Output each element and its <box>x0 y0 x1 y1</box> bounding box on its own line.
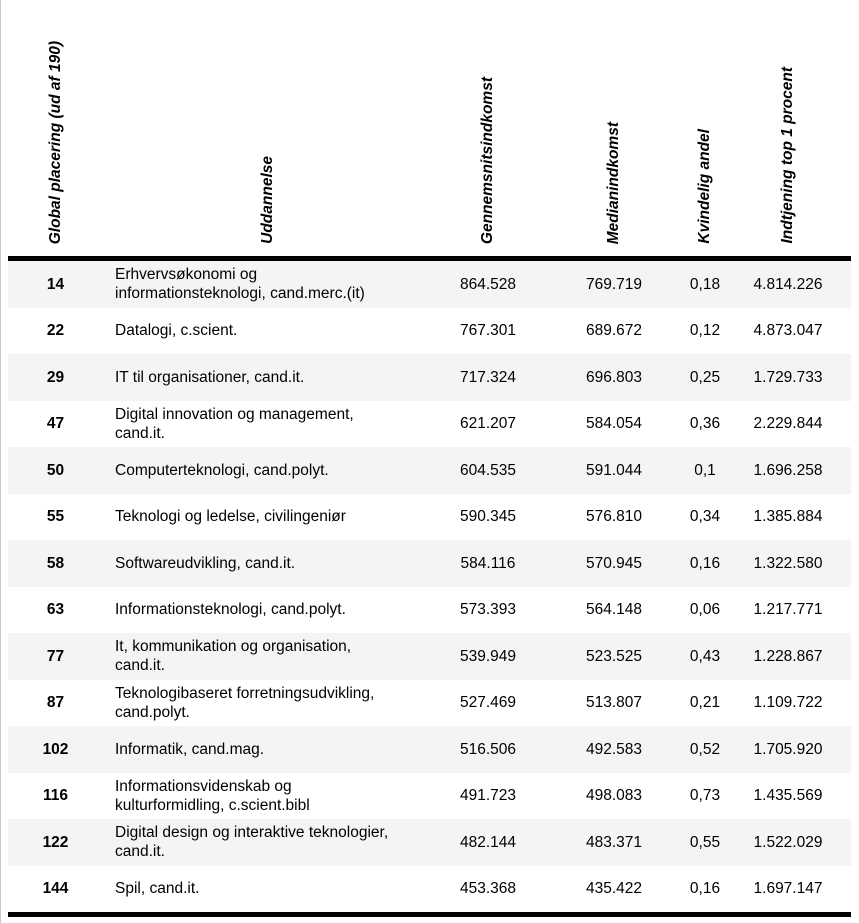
cell-uddannelse <box>103 321 433 340</box>
uddannelse-text: Teknologi og ledelse, civilingeniør <box>115 508 346 526</box>
uddannelse-text: IT til organisationer, cand.it. <box>115 368 305 386</box>
table-row <box>8 354 851 401</box>
cell-kvindelig_andel: 0,73 <box>689 787 721 805</box>
cell-rank: 77 <box>46 647 65 665</box>
cell-rank: 22 <box>46 322 65 340</box>
cell-gennemsnitsindkomst: 527.469 <box>459 694 517 712</box>
table-row <box>8 633 851 680</box>
table-header-row <box>8 0 851 261</box>
cell-gennemsnitsindkomst: 864.528 <box>459 275 517 293</box>
cell-kvindelig_andel: 0,36 <box>689 415 721 433</box>
uddannelse-text: Erhvervsøkonomi og informationsteknologi, cand.merc.(it) <box>115 266 365 303</box>
cell-kvindelig_andel: 0,25 <box>689 368 721 386</box>
cell-gennemsnitsindkomst: 717.324 <box>459 368 517 386</box>
indtjening_top1-header-label: Indtjening top 1 procent <box>779 67 796 244</box>
cell-gennemsnitsindkomst: 604.535 <box>459 461 517 479</box>
table-body <box>8 261 851 917</box>
cell-gennemsnitsindkomst: 453.368 <box>459 880 517 898</box>
cell-uddannelse <box>103 368 433 387</box>
column-header-rank <box>8 0 103 256</box>
column-header-gennemsnitsindkomst <box>433 0 543 256</box>
cell-kvindelig_andel: 0,18 <box>689 275 721 293</box>
cell-kvindelig_andel: 0,55 <box>689 833 721 851</box>
rankings-table <box>8 0 851 917</box>
cell-rank: 29 <box>46 368 65 386</box>
table-row <box>8 680 851 727</box>
cell-gennemsnitsindkomst: 482.144 <box>459 833 517 851</box>
cell-medianindkomst: 576.810 <box>585 508 643 526</box>
cell-kvindelig_andel: 0,34 <box>689 508 721 526</box>
cell-gennemsnitsindkomst: 590.345 <box>459 508 517 526</box>
cell-rank: 144 <box>42 880 69 898</box>
cell-uddannelse <box>103 405 433 443</box>
cell-uddannelse <box>103 684 433 722</box>
cell-rank: 47 <box>46 415 65 433</box>
cell-rank: 122 <box>42 833 69 851</box>
cell-medianindkomst: 564.148 <box>585 601 643 619</box>
table-row <box>8 401 851 448</box>
cell-gennemsnitsindkomst: 621.207 <box>459 415 517 433</box>
cell-gennemsnitsindkomst: 491.723 <box>459 787 517 805</box>
uddannelse-text: Softwareudvikling, cand.it. <box>115 554 296 572</box>
page-edge-line <box>0 0 1 923</box>
cell-gennemsnitsindkomst: 584.116 <box>460 554 516 572</box>
cell-indtjening_top1: 2.229.844 <box>753 415 823 433</box>
cell-medianindkomst: 591.044 <box>585 461 643 479</box>
uddannelse-text: Computerteknologi, cand.polyt. <box>115 461 329 479</box>
column-header-indtjening_top1 <box>725 0 851 256</box>
cell-uddannelse <box>103 554 433 573</box>
uddannelse-text: Informationsteknologi, cand.polyt. <box>115 601 346 619</box>
cell-kvindelig_andel: 0,16 <box>689 554 721 572</box>
cell-rank: 116 <box>42 787 68 805</box>
cell-medianindkomst: 498.083 <box>585 787 643 805</box>
cell-indtjening_top1: 1.228.867 <box>753 647 823 665</box>
cell-rank: 14 <box>46 275 65 293</box>
table-row <box>8 261 851 308</box>
cell-indtjening_top1: 4.814.226 <box>753 275 823 293</box>
cell-uddannelse <box>103 823 433 861</box>
column-header-uddannelse <box>103 0 433 256</box>
cell-rank: 55 <box>46 508 65 526</box>
cell-rank: 50 <box>46 461 65 479</box>
cell-kvindelig_andel: 0,06 <box>689 601 721 619</box>
cell-indtjening_top1: 1.385.884 <box>753 508 823 526</box>
table-row <box>8 587 851 634</box>
table-row <box>8 726 851 773</box>
cell-kvindelig_andel: 0,43 <box>689 647 721 665</box>
cell-medianindkomst: 769.719 <box>585 275 643 293</box>
cell-uddannelse <box>103 265 433 303</box>
table-row <box>8 773 851 820</box>
column-header-kvindelig_andel <box>685 0 725 256</box>
cell-indtjening_top1: 1.322.580 <box>753 554 823 572</box>
uddannelse-text: Datalogi, c.scient. <box>115 322 238 340</box>
cell-kvindelig_andel: 0,12 <box>689 322 721 340</box>
cell-kvindelig_andel: 0,21 <box>689 694 721 712</box>
uddannelse-text: Spil, cand.it. <box>115 880 200 898</box>
cell-medianindkomst: 492.583 <box>585 740 643 758</box>
cell-medianindkomst: 689.672 <box>585 322 643 340</box>
cell-kvindelig_andel: 0,52 <box>689 740 721 758</box>
cell-indtjening_top1: 1.435.569 <box>753 787 823 805</box>
cell-rank: 87 <box>46 694 65 712</box>
cell-medianindkomst: 523.525 <box>585 647 643 665</box>
table-row <box>8 819 851 866</box>
cell-uddannelse <box>103 879 433 898</box>
cell-rank: 102 <box>42 740 69 758</box>
cell-kvindelig_andel: 0,1 <box>694 461 716 479</box>
uddannelse-text: Teknologibaseret forretningsudvikling, cand.polyt. <box>115 684 375 721</box>
cell-uddannelse <box>103 637 433 675</box>
cell-indtjening_top1: 1.696.258 <box>753 461 823 479</box>
cell-medianindkomst: 570.945 <box>585 554 643 572</box>
rank-header-label: Global placering (ud af 190) <box>46 40 64 244</box>
cell-indtjening_top1: 1.217.771 <box>753 601 823 619</box>
cell-medianindkomst: 435.422 <box>585 880 643 898</box>
uddannelse-text: Digital design og interaktive teknologier, cand.it. <box>115 824 389 861</box>
cell-gennemsnitsindkomst: 573.393 <box>459 601 517 619</box>
cell-uddannelse <box>103 600 433 619</box>
cell-rank: 58 <box>46 554 65 572</box>
uddannelse-text: Digital innovation og management, cand.it. <box>115 405 354 442</box>
cell-medianindkomst: 696.803 <box>585 368 643 386</box>
table-row <box>8 447 851 494</box>
table-row <box>8 866 851 913</box>
cell-gennemsnitsindkomst: 516.506 <box>459 740 517 758</box>
cell-rank: 63 <box>46 601 65 619</box>
table-row <box>8 308 851 355</box>
cell-indtjening_top1: 1.705.920 <box>753 740 823 758</box>
cell-indtjening_top1: 1.697.147 <box>753 880 823 898</box>
cell-gennemsnitsindkomst: 539.949 <box>459 647 517 665</box>
cell-uddannelse <box>103 777 433 815</box>
cell-indtjening_top1: 4.873.047 <box>753 322 823 340</box>
uddannelse-text: Informationsvidenskab og kulturformidling, c.scient.bibl <box>115 777 310 814</box>
uddannelse-text: It, kommunikation og organisation, cand.it. <box>115 638 352 675</box>
cell-indtjening_top1: 1.729.733 <box>753 368 823 386</box>
cell-uddannelse <box>103 507 433 526</box>
gennemsnitsindkomst-header-label: Gennemsnitsindkomst <box>479 76 496 244</box>
cell-medianindkomst: 513.807 <box>585 694 643 712</box>
cell-medianindkomst: 584.054 <box>585 415 643 433</box>
uddannelse-header-label: Uddannelse <box>259 156 276 244</box>
table-row <box>8 540 851 587</box>
kvindelig_andel-header-label: Kvindelig andel <box>696 129 713 244</box>
uddannelse-text: Informatik, cand.mag. <box>115 740 265 758</box>
cell-uddannelse <box>103 740 433 759</box>
table-row <box>8 494 851 541</box>
cell-uddannelse <box>103 461 433 480</box>
medianindkomst-header-label: Medianindkomst <box>605 121 622 244</box>
cell-indtjening_top1: 1.109.722 <box>753 694 823 712</box>
column-header-medianindkomst <box>543 0 685 256</box>
cell-indtjening_top1: 1.522.029 <box>753 833 823 851</box>
cell-gennemsnitsindkomst: 767.301 <box>459 322 517 340</box>
cell-medianindkomst: 483.371 <box>585 833 643 851</box>
cell-kvindelig_andel: 0,16 <box>689 880 721 898</box>
